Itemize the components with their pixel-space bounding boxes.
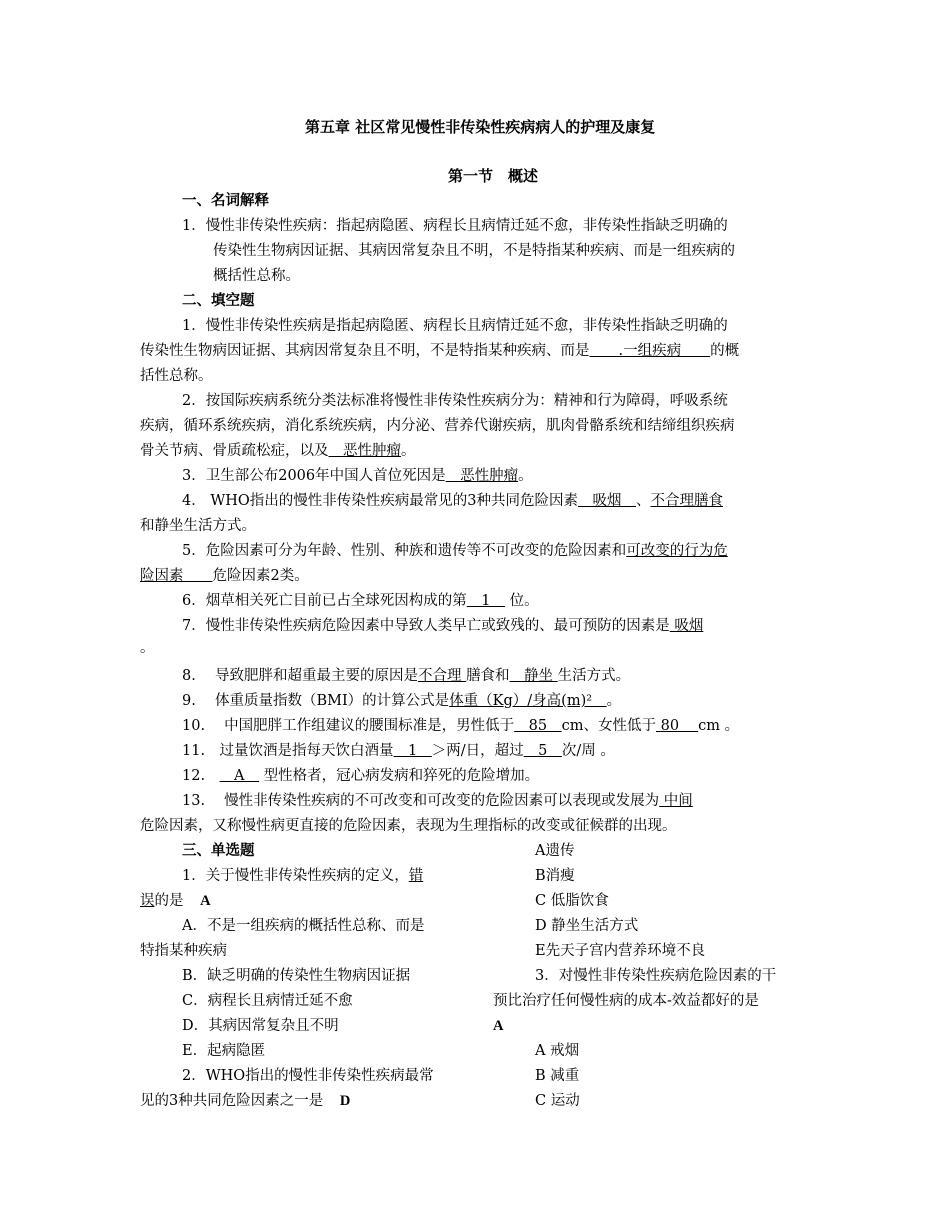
fill-q5-line-1: [182, 541, 728, 561]
text-segment: 8. 导致肥胖和超重最主要的原因是: [182, 668, 418, 684]
mcq1-option-b: B．缺乏明确的传染性生物病因证据: [182, 968, 411, 984]
fill-q13-line-2: 危险因素，又称慢性病更直接的危险因素，表现为生理指标的改变或征候群的出现。: [140, 818, 677, 834]
fill-q1-line-3: 括性总称。: [140, 368, 213, 384]
mcq1-option-e: E．起病隐匿: [182, 1043, 266, 1059]
answer-blank: 5: [523, 743, 562, 759]
text-segment: 10. 中国肥胖工作组建议的腰围标准是，男性低于: [182, 718, 515, 734]
answer-blank: 静坐: [509, 668, 558, 684]
text-segment: 生活方式。: [557, 668, 631, 684]
text-segment: 膳食和: [466, 668, 510, 684]
text-segment: 。: [606, 693, 622, 709]
text-segment: 、: [636, 493, 651, 509]
emphasis-text: 误: [140, 893, 155, 909]
fill-q13-line-1: [182, 791, 693, 811]
answer-blank: 中间: [659, 793, 693, 809]
part1-heading: 一、名词解释: [182, 193, 269, 209]
fill-q12: [182, 766, 539, 786]
text-segment: 3．卫生部公布2006年中国人首位死因是: [182, 468, 446, 484]
fill-q4-line-2: 和静坐生活方式。: [140, 518, 256, 534]
answer-blank: 不合理: [417, 668, 467, 684]
definition-line-3: 概括性总称。: [213, 268, 300, 284]
fill-q1-line-2: [140, 341, 739, 361]
text-segment: 4． WHO指出的慢性非传染性疾病最常见的3种共同危险因素: [182, 493, 578, 509]
mcq1-option-c: C．病程长且病情迁延不愈: [182, 993, 353, 1009]
chapter-title: 第五章 社区常见慢性非传染性疾病病人的护理及康复: [305, 118, 656, 136]
text-segment: 1．关于慢性非传染性疾病的定义，: [182, 868, 409, 884]
answer-blank: 恶性肿瘤: [328, 443, 401, 459]
text-segment: 次/周 。: [561, 743, 615, 759]
text-segment: 6．烟草相关死亡目前已占全球死因构成的第: [182, 593, 467, 609]
answer-blank: 1: [466, 593, 505, 609]
mcq2-option-a: A遗传: [535, 843, 575, 859]
answer-blank: A: [219, 768, 260, 784]
answer-blank: 85: [514, 718, 562, 734]
answer-blank: .一组疾病: [589, 343, 711, 359]
text-segment: cm、女性低于: [561, 718, 656, 734]
mcq2-option-b: B消瘦: [535, 868, 575, 884]
text-segment: 型性格者，冠心病发病和猝死的危险增加。: [259, 768, 540, 784]
mcq2-stem-line-1: 2．WHO指出的慢性非传染性疾病最常: [182, 1068, 434, 1084]
text-segment: 骨关节病、骨质疏松症，以及: [140, 443, 329, 459]
mcq2-option-d: D 静坐生活方式: [535, 918, 639, 934]
answer-blank: 1: [393, 743, 432, 759]
answer-blank: 险因素: [140, 568, 213, 584]
fill-q3: [182, 466, 533, 486]
mcq3-stem-line-1: 3．对慢性非传染性疾病危险因素的干: [535, 968, 777, 984]
text-segment: 12.: [182, 768, 220, 784]
text-segment: 的是: [154, 893, 184, 909]
answer-blank: 不合理膳食: [650, 493, 723, 509]
text-segment: 传染性生物病因证据、其病因常复杂且不明，不是特指某种疾病、而是: [140, 343, 590, 359]
fill-q8: [182, 666, 630, 686]
text-segment: 。: [401, 443, 416, 459]
part3-heading: 三、单选题: [182, 843, 255, 859]
answer-letter: A: [493, 1018, 504, 1034]
mcq3-option-a: A 戒烟: [535, 1043, 580, 1059]
answer-letter: A: [200, 893, 211, 909]
section-title: 第一节 概述: [448, 167, 539, 185]
mcq2-option-e: E先天子宫内营养环境不良: [535, 943, 706, 959]
text-segment: 5．危险因素可分为年龄、性别、种族和遗传等不可改变的危险因素和: [182, 543, 627, 559]
text-segment: cm 。: [698, 718, 740, 734]
fill-q1-line-1: 1．慢性非传染性疾病是指起病隐匿、病程长且病情迁延不愈，非传染性指缺乏明确的: [182, 318, 728, 334]
text-segment: 的概: [710, 343, 740, 359]
fill-q5-line-2: [140, 566, 309, 586]
fill-q4-line-1: [182, 491, 723, 511]
mcq1-stem-line-2: [140, 891, 211, 911]
mcq2-stem-line-2: [140, 1091, 350, 1111]
answer-blank: 恶性肿瘤: [445, 468, 519, 484]
text-segment: 7．慢性非传染性疾病危险因素中导致人类早亡或致残的、最可预防的因素是: [182, 618, 670, 634]
text-segment: ＞两/日，超过: [431, 743, 524, 759]
answer-blank: 80: [656, 718, 699, 734]
definition-line-2: 传染性生物病因证据、其病因常复杂且不明，不是特指某种疾病、而是一组疾病的: [213, 243, 735, 259]
mcq2-option-c: C 低脂饮食: [535, 893, 609, 909]
mcq1-stem-line-1: [182, 866, 423, 886]
text-segment: 11. 过量饮酒是指每天饮白酒量: [182, 743, 394, 759]
text-segment: 见的3种共同危险因素之一是: [140, 1093, 324, 1109]
fill-q2-line-2: 疾病，循环系统疾病，消化系统疾病，内分泌、营养代谢疾病，肌肉骨骼系统和结缔组织疾病: [140, 418, 735, 434]
definition-line-1: 1．慢性非传染性疾病：指起病隐匿、病程长且病情迁延不愈，非传染性指缺乏明确的: [182, 218, 728, 234]
fill-q7-line-1: [182, 616, 703, 636]
text-segment: 。: [518, 468, 533, 484]
fill-q11: [182, 741, 615, 761]
fill-q6: [182, 591, 539, 611]
mcq1-option-a-cont: 特指某种疾病: [140, 943, 227, 959]
fill-q2-line-3: [140, 441, 416, 461]
fill-q10: [182, 716, 739, 736]
fill-q7-line-2: 。: [140, 640, 155, 656]
mcq3-option-c: C 运动: [535, 1093, 580, 1109]
text-segment: 位。: [509, 593, 539, 609]
fill-q9: [182, 691, 621, 711]
text-segment: 13. 慢性非传染性疾病的不可改变和可改变的危险因素可以表现或发展为: [182, 793, 660, 809]
answer-letter: D: [339, 1093, 351, 1109]
answer-blank: 吸烟: [669, 618, 704, 634]
emphasis-text: 错: [408, 868, 424, 884]
part2-heading: 二、填空题: [182, 293, 255, 309]
mcq3-stem-line-2: 预比治疗任何慢性病的成本-效益都好的是: [493, 993, 759, 1009]
answer-blank: 体重（Kg）/身高(m)²: [449, 693, 607, 709]
mcq1-option-a: A．不是一组疾病的概括性总称、而是: [182, 918, 425, 934]
answer-blank: 可改变的行为危: [626, 543, 728, 559]
answer-blank: 吸烟: [578, 493, 636, 509]
fill-q2-line-1: 2．按国际疾病系统分类法标准将慢性非传染性疾病分为：精神和行为障碍，呼吸系统: [182, 393, 728, 409]
mcq1-option-d: D．其病因常复杂且不明: [182, 1018, 339, 1034]
mcq3-option-b: B 减重: [535, 1068, 580, 1084]
text-segment: 9. 体重质量指数（BMI）的计算公式是: [182, 693, 450, 709]
text-segment: 危险因素2类。: [212, 568, 309, 584]
